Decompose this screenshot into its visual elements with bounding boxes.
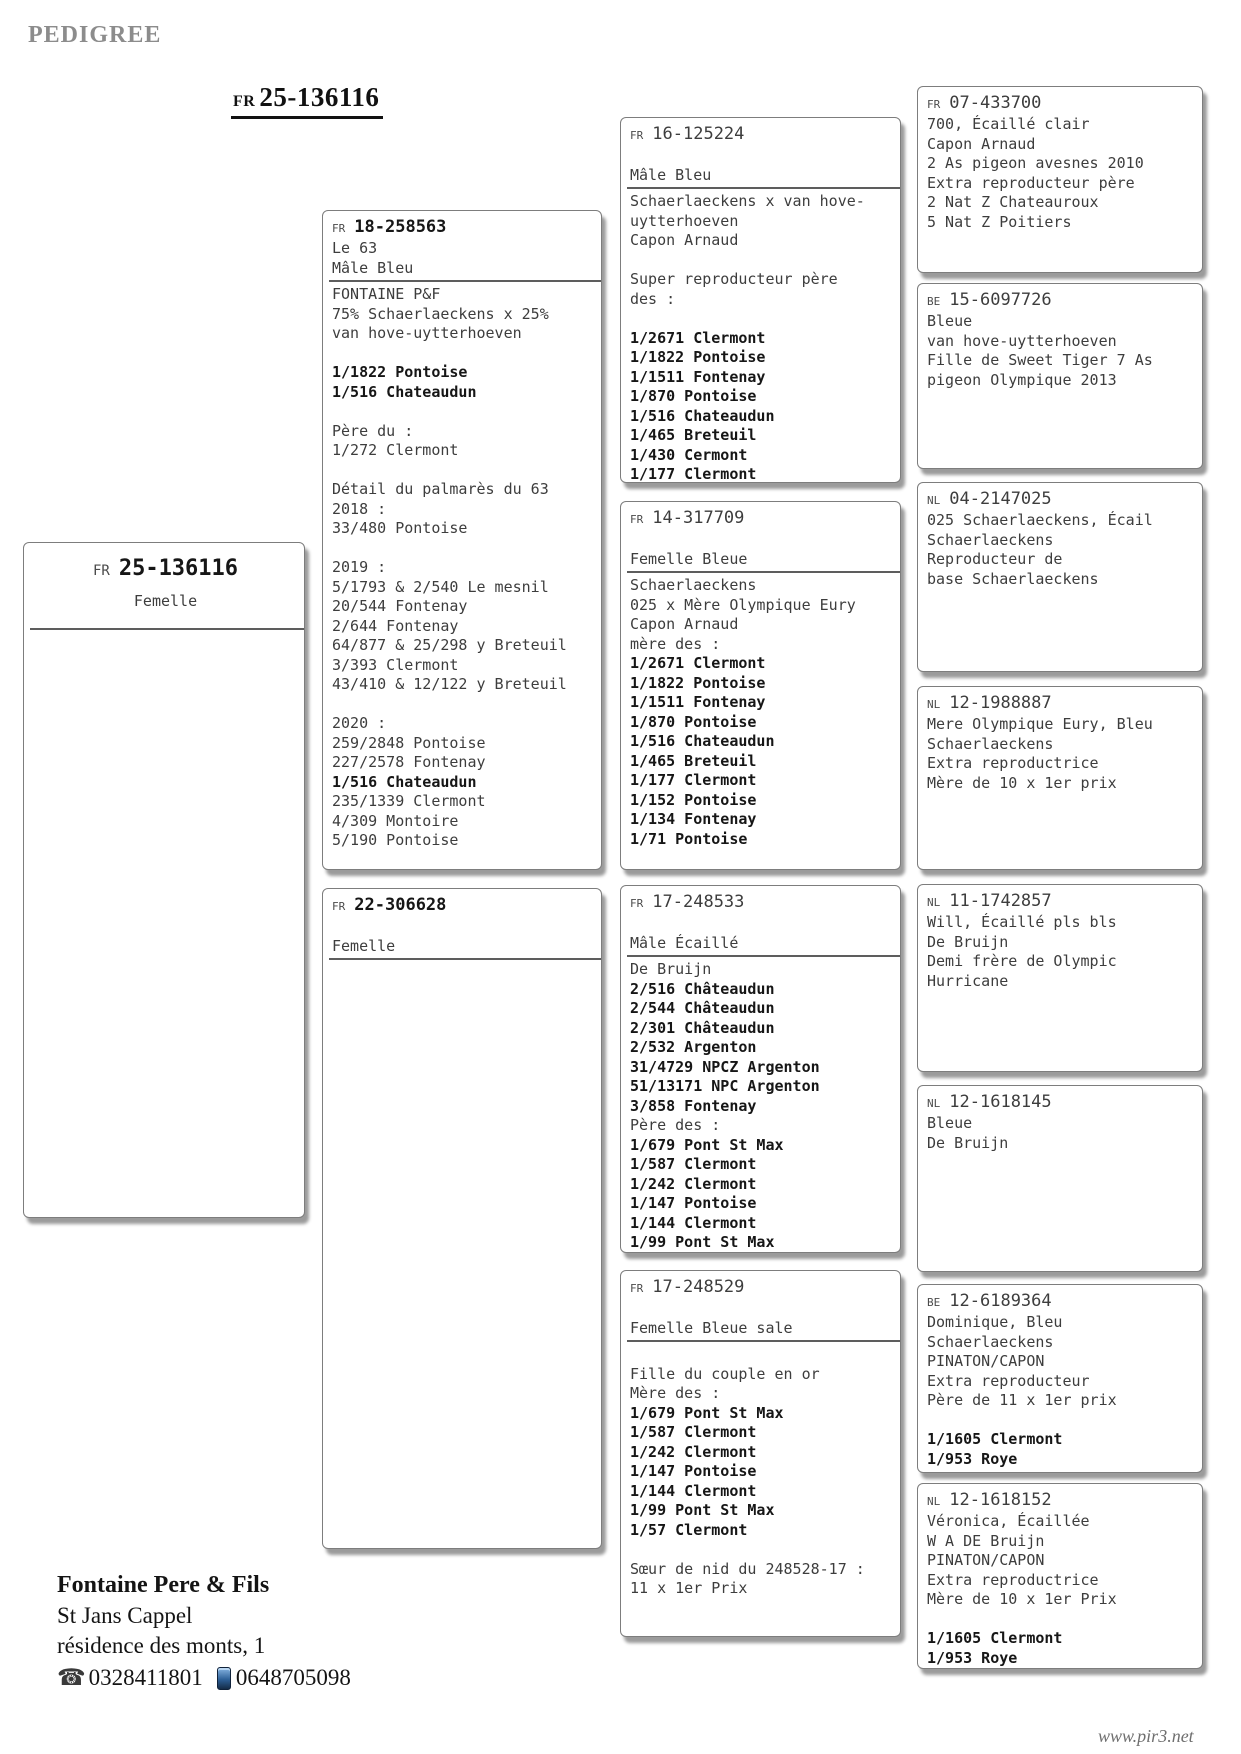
ring-number: 12-1618145 bbox=[949, 1092, 1052, 1112]
body-line: 2/544 Châteaudun bbox=[630, 999, 775, 1017]
document-title: PEDIGREE bbox=[28, 22, 162, 48]
body-line: 1/516 Chateaudun bbox=[332, 382, 477, 401]
ring-number: 17-248533 bbox=[652, 892, 745, 912]
body-line: 43/410 & 12/122 y Breteuil bbox=[332, 675, 567, 693]
body-line bbox=[927, 1411, 1196, 1431]
body-line bbox=[927, 1610, 1196, 1630]
body-line: Extra reproducteur bbox=[927, 1371, 1090, 1390]
body-line: Extra reproductrice bbox=[927, 1570, 1099, 1589]
body-line bbox=[630, 1540, 894, 1560]
body-line: 1/99 Pont St Max bbox=[630, 1501, 775, 1519]
body-line: 1/1822 Pontoise bbox=[332, 363, 468, 381]
body-line: Schaerlaeckens bbox=[927, 530, 1054, 549]
body-line: Mere Olympique Eury, Bleu bbox=[927, 715, 1153, 733]
body-line: 2018 : bbox=[332, 499, 387, 518]
body-line: base Schaerlaeckens bbox=[927, 569, 1099, 588]
body-line: uytterhoeven bbox=[630, 211, 739, 230]
header-line: Femelle bbox=[332, 936, 396, 955]
pedigree-box-17248533 bbox=[620, 885, 901, 1253]
country-code: NL bbox=[927, 1097, 941, 1110]
owner-address: résidence des monts, 1 bbox=[57, 1633, 266, 1658]
header-line: Mâle Écaillé bbox=[630, 933, 739, 952]
country-code: NL bbox=[927, 494, 941, 507]
header-divider bbox=[627, 955, 900, 957]
body-line: Fille du couple en or bbox=[630, 1364, 820, 1383]
country-code: NL bbox=[927, 896, 941, 909]
ring-header bbox=[927, 1489, 1196, 1512]
body-line: 2/301 Châteaudun bbox=[630, 1018, 775, 1037]
body-line: 1/144 Clermont bbox=[630, 1213, 757, 1232]
body-line: Père des : bbox=[630, 1116, 721, 1134]
body-line: 1/953 Roye bbox=[927, 1449, 1018, 1468]
body-line: Dominique, Bleu bbox=[927, 1313, 1063, 1331]
phone-fixed-number: 0328411801 bbox=[88, 1665, 203, 1690]
country-code: FR bbox=[92, 563, 110, 579]
body-line: 5/190 Pontoise bbox=[332, 831, 459, 849]
pedigree-box-111742857 bbox=[917, 884, 1203, 1072]
ring-number: 25-136116 bbox=[118, 556, 239, 581]
body-line: Extra reproducteur père bbox=[927, 173, 1135, 192]
ring-header bbox=[33, 557, 298, 580]
body-line: 1/953 Roye bbox=[927, 1648, 1018, 1667]
body-line: 5 Nat Z Poitiers bbox=[927, 212, 1072, 231]
main-ring-country: FR bbox=[233, 93, 256, 110]
country-code: FR bbox=[630, 129, 644, 142]
header-line bbox=[630, 530, 894, 550]
ring-header bbox=[927, 692, 1196, 715]
ring-number: 22-306628 bbox=[354, 895, 447, 915]
body-line bbox=[332, 539, 595, 559]
body-line: 64/877 & 25/298 y Breteuil bbox=[332, 636, 567, 654]
country-code: BE bbox=[927, 1296, 941, 1309]
pedigree-box-121988887 bbox=[917, 686, 1203, 870]
body-line: 3/393 Clermont bbox=[332, 655, 459, 674]
body-line: 2/516 Châteaudun bbox=[630, 979, 775, 998]
telephone-icon: ☎ bbox=[57, 1665, 86, 1691]
pedigree-box-121618145 bbox=[917, 1085, 1203, 1272]
ring-header bbox=[927, 289, 1196, 312]
body-line: 1/242 Clermont bbox=[630, 1174, 757, 1193]
body-line: 1/679 Pont St Max bbox=[630, 1135, 784, 1154]
body-line: 1/430 Cermont bbox=[630, 445, 748, 464]
body-line: 51/13171 NPC Argenton bbox=[630, 1077, 820, 1095]
ring-header bbox=[630, 123, 894, 146]
header-divider bbox=[329, 958, 601, 960]
body-line: 1/177 Clermont bbox=[630, 465, 757, 483]
body-line: 1/679 Pont St Max bbox=[630, 1403, 784, 1422]
body-line: Extra reproductrice bbox=[927, 754, 1099, 772]
body-line: 2020 : bbox=[332, 714, 387, 732]
body-line: 1/516 Chateaudun bbox=[630, 732, 775, 750]
body-line bbox=[630, 1345, 894, 1365]
pedigree-box-07433700 bbox=[917, 86, 1203, 273]
body-line: Super reproducteur père bbox=[630, 270, 838, 288]
header-line: Mâle Bleu bbox=[332, 258, 414, 277]
pedigree-box-126189364 bbox=[917, 1284, 1203, 1473]
body-line: 1/2671 Clermont bbox=[630, 654, 766, 672]
header-divider bbox=[627, 571, 900, 573]
body-line: PINATON/CAPON bbox=[927, 1352, 1045, 1370]
main-ring-number: 25-136116 bbox=[259, 82, 380, 112]
pedigree-box-25136116 bbox=[23, 542, 305, 1218]
body-line: Mère des : bbox=[630, 1384, 721, 1402]
body-line: 3/858 Fontenay bbox=[630, 1096, 757, 1115]
ring-header bbox=[630, 507, 894, 530]
ring-header bbox=[630, 1276, 894, 1299]
body-line: 1/870 Pontoise bbox=[630, 387, 757, 405]
body-line: Détail du palmarès du 63 bbox=[332, 480, 549, 498]
ring-number: 12-6189364 bbox=[949, 1291, 1052, 1311]
body-line: Schaerlaeckens bbox=[630, 576, 757, 594]
body-line: 1/587 Clermont bbox=[630, 1155, 757, 1173]
owner-name: Fontaine Pere & Fils bbox=[57, 1572, 270, 1598]
pedigree-box-121618152 bbox=[917, 1483, 1203, 1669]
body-line: 2/644 Fontenay bbox=[332, 616, 459, 635]
country-code: FR bbox=[332, 900, 346, 913]
body-line: 1/57 Clermont bbox=[630, 1520, 748, 1539]
main-ring-heading bbox=[231, 82, 383, 119]
header-line: Femelle Bleue bbox=[630, 549, 748, 568]
ring-number: 14-317709 bbox=[652, 508, 745, 528]
body-line: Will, Écaillé pls bls bbox=[927, 913, 1117, 931]
country-code: NL bbox=[927, 1495, 941, 1508]
ring-number: 11-1742857 bbox=[949, 891, 1052, 911]
body-line bbox=[332, 344, 595, 364]
body-line: 33/480 Pontoise bbox=[332, 519, 468, 537]
ring-header bbox=[332, 216, 595, 239]
body-line bbox=[332, 402, 595, 422]
body-line: 75% Schaerlaeckens x 25% bbox=[332, 304, 549, 323]
body-line: 227/2578 Fontenay bbox=[332, 753, 486, 771]
ring-header bbox=[927, 1091, 1196, 1114]
body-line: 1/144 Clermont bbox=[630, 1481, 757, 1500]
body-line: 259/2848 Pontoise bbox=[332, 733, 486, 752]
body-line: 11 x 1er Prix bbox=[630, 1579, 748, 1597]
body-line: W A DE Bruijn bbox=[927, 1531, 1045, 1550]
body-line: 1/870 Pontoise bbox=[630, 712, 757, 731]
country-code: FR bbox=[630, 513, 644, 526]
body-line: 1/99 Pont St Max bbox=[630, 1233, 775, 1251]
header-line: Mâle Bleu bbox=[630, 165, 712, 184]
pedigree-box-18258563 bbox=[322, 210, 602, 870]
country-code: FR bbox=[630, 897, 644, 910]
header-line: Femelle Bleue sale bbox=[630, 1318, 793, 1337]
pedigree-box-22306628 bbox=[322, 888, 602, 1549]
body-line: 31/4729 NPCZ Argenton bbox=[630, 1057, 820, 1076]
ring-number: 18-258563 bbox=[354, 217, 447, 237]
ring-number: 12-1618152 bbox=[949, 1490, 1052, 1510]
header-divider bbox=[30, 628, 304, 630]
body-line: 025 Schaerlaeckens, Écail bbox=[927, 511, 1153, 529]
header-line bbox=[332, 917, 595, 937]
body-line: Bleue bbox=[927, 1114, 973, 1132]
body-line: 2/532 Argenton bbox=[630, 1038, 757, 1056]
body-line: 1/516 Chateaudun bbox=[630, 406, 775, 425]
header-divider bbox=[329, 280, 601, 282]
body-line: PINATON/CAPON bbox=[927, 1551, 1045, 1569]
header-line bbox=[630, 1299, 894, 1319]
ring-header bbox=[332, 894, 595, 917]
ring-number: 17-248529 bbox=[652, 1277, 745, 1297]
body-line: De Bruijn bbox=[927, 1133, 1009, 1152]
body-line: 5/1793 & 2/540 Le mesnil bbox=[332, 577, 549, 596]
pedigree-box-14317709 bbox=[620, 501, 901, 870]
header-line: Le 63 bbox=[332, 239, 378, 257]
ring-number: 04-2147025 bbox=[949, 489, 1052, 509]
country-code: FR bbox=[332, 222, 346, 235]
ring-header bbox=[927, 92, 1196, 115]
body-line: 1/147 Pontoise bbox=[630, 1462, 757, 1480]
body-line: Bleue bbox=[927, 312, 973, 330]
body-line: Capon Arnaud bbox=[927, 134, 1036, 153]
body-line: Capon Arnaud bbox=[630, 231, 739, 249]
body-line: 1/465 Breteuil bbox=[630, 751, 757, 770]
body-line: 1/1605 Clermont bbox=[927, 1629, 1063, 1647]
header-line bbox=[630, 914, 894, 934]
body-line bbox=[332, 695, 595, 715]
body-line: 4/309 Montoire bbox=[332, 811, 459, 830]
body-line: 2 As pigeon avesnes 2010 bbox=[927, 154, 1144, 172]
body-line: 700, Écaillé clair bbox=[927, 115, 1090, 133]
body-line: 1/152 Pontoise bbox=[630, 790, 757, 809]
body-line bbox=[332, 461, 595, 481]
body-line bbox=[630, 251, 894, 271]
body-line: 1/272 Clermont bbox=[332, 441, 459, 459]
body-line: 1/147 Pontoise bbox=[630, 1194, 757, 1212]
body-line: De Bruijn bbox=[630, 960, 712, 978]
pedigree-box-16125224 bbox=[620, 117, 901, 483]
body-line: Schaerlaeckens bbox=[927, 734, 1054, 753]
pedigree-box-17248529 bbox=[620, 1270, 901, 1637]
body-line: 2019 : bbox=[332, 558, 387, 576]
header-divider bbox=[627, 187, 900, 189]
ring-number: 15-6097726 bbox=[949, 290, 1052, 310]
body-line: Fille de Sweet Tiger 7 As bbox=[927, 351, 1153, 369]
body-line: Schaerlaeckens x van hove- bbox=[630, 192, 865, 210]
body-line: Véronica, Écaillée bbox=[927, 1512, 1090, 1530]
body-line: van hove-uytterhoeven bbox=[927, 331, 1117, 350]
body-line: Capon Arnaud bbox=[630, 615, 739, 633]
owner-city: St Jans Cappel bbox=[57, 1603, 193, 1628]
body-line bbox=[630, 309, 894, 329]
body-line: Sœur de nid du 248528-17 : bbox=[630, 1559, 865, 1578]
ring-header bbox=[927, 488, 1196, 511]
mobile-phone-icon bbox=[217, 1667, 231, 1690]
ring-header bbox=[927, 1290, 1196, 1313]
body-line: Reproducteur de bbox=[927, 550, 1063, 568]
body-line: 025 x Mère Olympique Eury bbox=[630, 595, 856, 614]
ring-header bbox=[630, 891, 894, 914]
body-line: Schaerlaeckens bbox=[927, 1332, 1054, 1351]
owner-block bbox=[57, 1572, 351, 1693]
body-line: 1/1605 Clermont bbox=[927, 1430, 1063, 1448]
body-line: 1/1822 Pontoise bbox=[630, 348, 766, 366]
body-line: 20/544 Fontenay bbox=[332, 597, 468, 615]
body-line: De Bruijn bbox=[927, 932, 1009, 951]
country-code: NL bbox=[927, 698, 941, 711]
body-line: Mère de 10 x 1er Prix bbox=[927, 1590, 1117, 1608]
pedigree-box-042147025 bbox=[917, 482, 1203, 672]
body-line: 235/1339 Clermont bbox=[332, 792, 486, 810]
pedigree-box-156097726 bbox=[917, 283, 1203, 469]
country-code: FR bbox=[630, 1282, 644, 1295]
ring-number: 07-433700 bbox=[949, 93, 1042, 113]
body-line: van hove-uytterhoeven bbox=[332, 324, 522, 342]
body-line: 2 Nat Z Chateauroux bbox=[927, 193, 1099, 211]
body-line: 1/71 Pontoise bbox=[630, 829, 748, 848]
body-line: 1/1511 Fontenay bbox=[630, 693, 766, 711]
header-line bbox=[630, 146, 894, 166]
header-line: Femelle bbox=[133, 592, 198, 610]
body-line: FONTAINE P&F bbox=[332, 285, 441, 303]
body-line: pigeon Olympique 2013 bbox=[927, 370, 1117, 389]
body-line: 1/177 Clermont bbox=[630, 771, 757, 789]
body-line: Demi frère de Olympic bbox=[927, 952, 1117, 970]
phone-mobile-number: 0648705098 bbox=[235, 1665, 351, 1690]
owner-phones bbox=[57, 1663, 351, 1693]
body-line: 1/587 Clermont bbox=[630, 1423, 757, 1441]
body-line: 1/516 Chateaudun bbox=[332, 772, 477, 791]
body-line: 1/465 Breteuil bbox=[630, 426, 757, 444]
ring-header bbox=[927, 890, 1196, 913]
country-code: BE bbox=[927, 295, 941, 308]
body-line: mère des : bbox=[630, 634, 721, 653]
watermark-url: www.pir3.net bbox=[1098, 1726, 1194, 1746]
body-line: 1/1822 Pontoise bbox=[630, 673, 766, 692]
body-line: 1/1511 Fontenay bbox=[630, 367, 766, 386]
body-line: Hurricane bbox=[927, 971, 1009, 990]
country-code: FR bbox=[927, 98, 941, 111]
body-line: Mère de 10 x 1er prix bbox=[927, 773, 1117, 792]
body-line: Père de 11 x 1er prix bbox=[927, 1391, 1117, 1409]
body-line: Père du : bbox=[332, 421, 414, 440]
ring-number: 12-1988887 bbox=[949, 693, 1052, 713]
header-divider bbox=[627, 1340, 900, 1342]
body-line: 1/242 Clermont bbox=[630, 1442, 757, 1461]
ring-number: 16-125224 bbox=[652, 124, 745, 144]
body-line: 1/134 Fontenay bbox=[630, 810, 757, 828]
body-line: des : bbox=[630, 289, 676, 308]
body-line: 1/2671 Clermont bbox=[630, 328, 766, 347]
